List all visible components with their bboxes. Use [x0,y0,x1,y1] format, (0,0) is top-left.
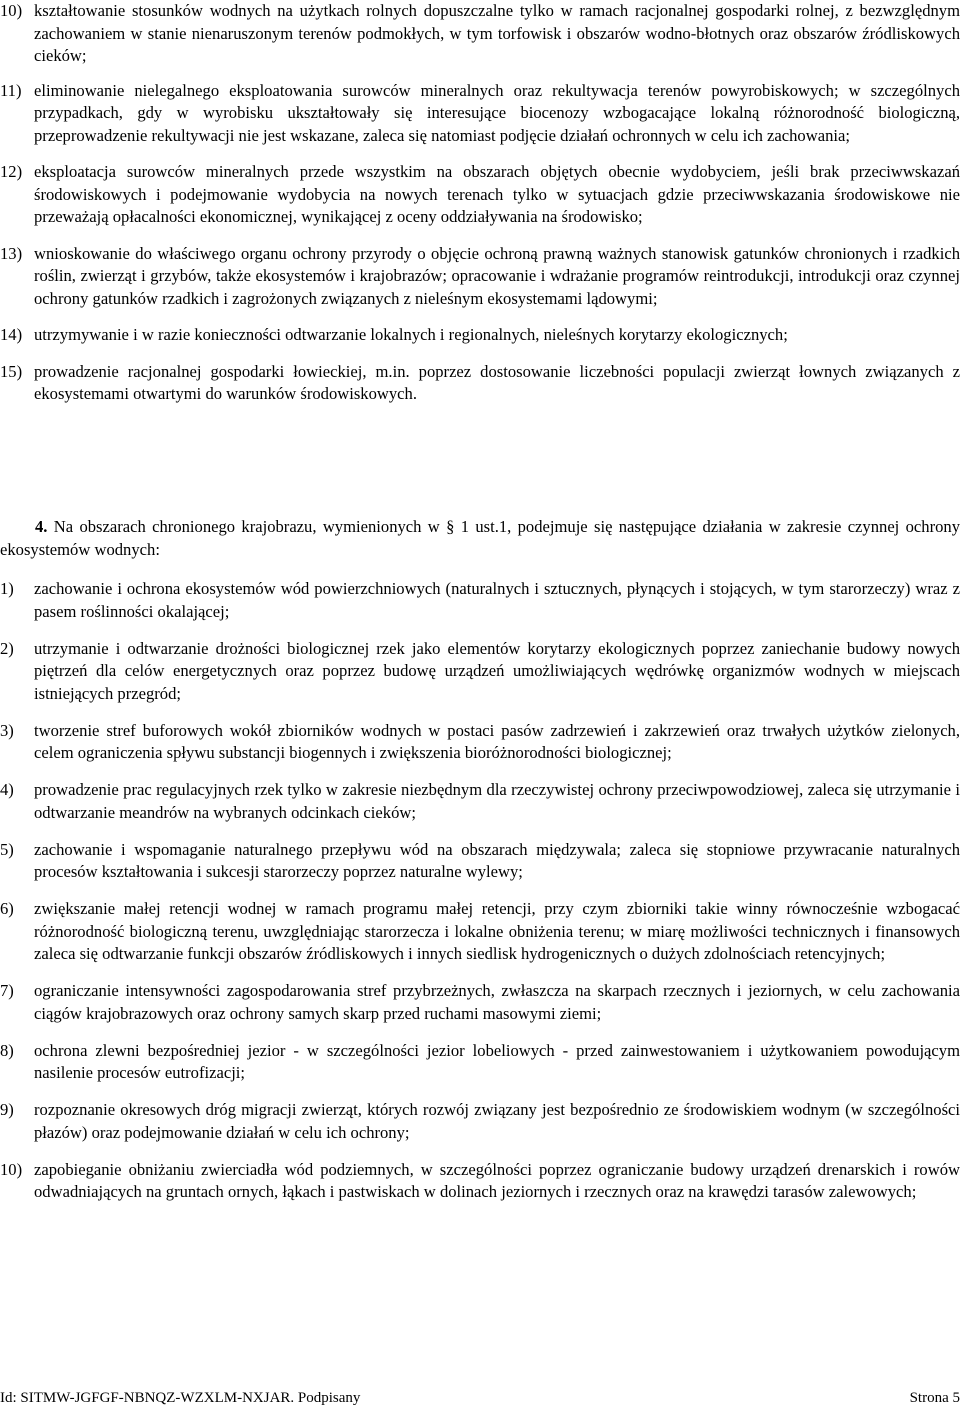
list-item-number: 15) [0,361,23,381]
list-item-text: kształtowanie stosunków wodnych na użytkach rolnych dopuszczalne tylko w ramach racjonalnej gospodarki rolnej, z bezwzględnym zachowaniem w stanie nienaruszonym terenów podmokłych, w tym torfowisk i obszarów wodno-błotnych oraz obszarów źródliskowych cieków; [34,1,960,65]
page-number: Strona 5 [909,1390,960,1406]
list-item-number: 6) [0,899,14,918]
list-item [0,779,960,824]
list-item [0,161,960,229]
list-item-number: 9) [0,1100,14,1119]
list-item-text: tworzenie stref buforowych wokół zbiorników wodnych w postaci pasów zadrzewień i zakrzewień oraz trwałych użytków zielonych, celem ograniczenia spływu substancji biogennych i zwiększenia bioróżnorodności biologicznej; [34,720,960,762]
list-item [0,0,960,68]
list-item [0,578,960,623]
list-item-text: prowadzenie racjonalnej gospodarki łowieckiej, m.in. poprzez dostosowanie liczebności populacji zwierząt łownych związanych z ekosystemami otwartymi do warunków środowiskowych. [34,361,960,403]
list-item [0,80,960,148]
list-item [0,638,960,706]
list-item-text: utrzymanie i odtwarzanie drożności biologicznej rzek jako elementów korytarzy ekologicznych poprzez zaniechanie budowy nowych piętrzeń dla celów energetycznych oraz poprzez budowę urządzeń umożliwiających wędrówkę organizmów wodnych w miejscach istniejących przegród; [34,638,960,703]
list-item-number: 12) [0,162,23,181]
list-item-text: wnioskowanie do właściwego organu ochrony przyrody o objęcie ochroną prawną ważnych stanowisk gatunków chronionych i rzadkich roślin, zwierząt i grzybów, także ekosystemów i krajobrazów; opracowanie i wdrażanie programów reintrodukcji, introdukcji oraz czynnej ochrony gatunków rzadkich i zagrożonych związanych z nieleśnym ekosystemami lądowymi; [34,243,960,308]
list-item-number: 10) [0,1,23,20]
list-item-number: 11) [0,80,22,100]
list-item-text: prowadzenie prac regulacyjnych rzek tylko w zakresie niezbędnym dla rzeczywistej ochrony przeciwpowodziowej, zaleca się utrzymanie i odtwarzanie meandrów na wybranych odcinkach cieków; [34,780,960,822]
list-item-text: zachowanie i ochrona ekosystemów wód powierzchniowych (naturalnych i sztucznych, płynących i stojących, w tym starorzeczy) wraz z pasem roślinności okalającej; [34,579,960,621]
list-item [0,1040,960,1085]
list-item-number: 4) [0,780,14,799]
list-item [0,361,960,406]
paragraph-number: 4. [35,517,48,536]
list-water-ecosystem-measures [0,578,960,1218]
list-item-number: 3) [0,720,14,740]
list-item [0,980,960,1025]
list-item-number: 1) [0,579,14,598]
list-item-text: zapobieganie obniżaniu zwierciadła wód podziemnych, w szczególności poprzez ograniczanie budowy urządzeń drenarskich i rowów odwadniających na gruntach ornych, łąkach i pastwiskach w dolinach jeziornych i rzecznych oraz na krawędzi tarasów zalewowych; [34,1159,960,1201]
list-item [0,1099,960,1144]
list-item-number: 5) [0,839,14,859]
document-id: Id: SITMW-JGFGF-NBNQZ-WZXLM-NXJAR. Podpisany [0,1390,361,1406]
list-item-number: 8) [0,1040,14,1060]
list-item-number: 10) [0,1159,23,1179]
list-item [0,324,960,347]
list-item-text: zachowanie i wspomaganie naturalnego przepływu wód na obszarach międzywala; zaleca się stopniowe przywracanie naturalnych procesów kształtowania i sukcesji starorzeczy poprzez naturalne wylewy; [34,839,960,881]
list-item-text: rozpoznanie okresowych dróg migracji zwierząt, których rozwój związany jest bezpośrednio ze środowiskiem wodnym (w szczególności płazów) oraz podejmowanie działań w celu ich ochrony; [34,1100,960,1142]
list-item-text: ograniczanie intensywności zagospodarowania stref przybrzeżnych, zwłaszcza na skarpach rzecznych i jeziornych, w celu zachowania ciągów krajobrazowych oraz ochrony samych skarp przed ruchami masowymi ziemi; [34,981,960,1023]
list-item-text: eliminowanie nielegalnego eksploatowania surowców mineralnych oraz rekultywacja terenów powyrobiskowych; w szczególnych przypadkach, gdy w wyrobisku ukształtowały się interesujące biocenozy wzbogacające lokalną różnorodność biologiczną, przeprowadzenie rekultywacji nie jest wskazane, zaleca się natomiast podjęcie działań ochronnych w celu ich zachowania; [34,80,960,145]
list-item-text: ochrona zlewni bezpośredniej jezior - w szczególności jezior lobeliowych - przed zainwestowaniem i użytkowaniem powodującym nasilenie procesów eutrofizacji; [34,1040,960,1082]
list-item-number: 13) [0,243,23,263]
list-item-number: 7) [0,981,14,1000]
paragraph-4 [0,516,960,561]
list-item-text: eksploatacja surowców mineralnych przede wszystkim na obszarach objętych obecnie wydobyciem, jeśli brak przeciwwskazań środowiskowych i podejmowanie wydobycia na nowych terenach tylko w sytuacjach gdzie przeciwwskazania środowiskowe nie przeważają opłacalności ekonomicznej, wynikającej z oceny oddziaływania na środowisko; [34,162,960,226]
list-item-number: 2) [0,638,14,658]
list-item [0,243,960,311]
list-item [0,720,960,765]
list-item-number: 14) [0,325,23,344]
list-item [0,898,960,966]
list-item-text: zwiększanie małej retencji wodnej w ramach programu małej retencji, przy czym zbiorniki takie winny równocześnie wzbogacać różnorodność biologiczną terenu, uwzględniając starorzecza i lokalne obniżenia terenu; w miarę możliwości technicznych i finansowych zaleca się odtwarzanie funkcji obszarów źródliskowych i innych siedlisk hydrogenicznych o dużych zdolnościach retencyjnych; [34,899,960,963]
list-item [0,839,960,884]
paragraph-text: Na obszarach chronionego krajobrazu, wymienionych w § 1 ust.1, podejmuje się następujące działania w zakresie czynnej ochrony ekosystemów wodnych: [0,517,960,559]
list-item-text: utrzymywanie i w razie konieczności odtwarzanie lokalnych i regionalnych, nieleśnych korytarzy ekologicznych; [34,325,788,344]
list-general-measures [0,0,960,420]
list-item [0,1159,960,1204]
